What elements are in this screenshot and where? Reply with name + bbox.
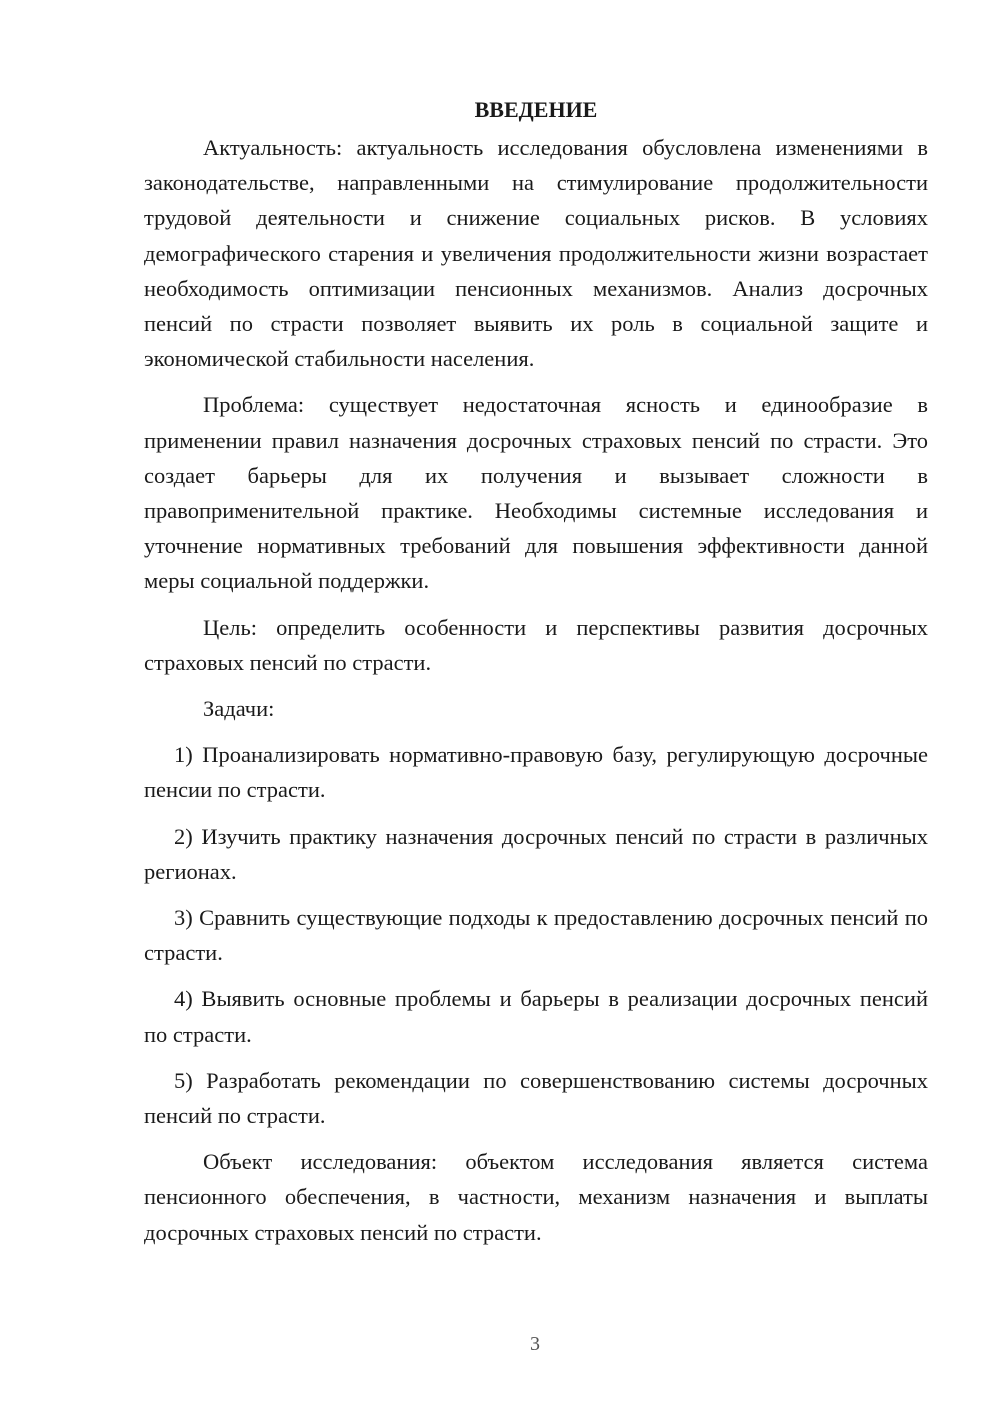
- task-item-1: 1) Проанализировать нормативно-правовую базу, регулирующую досрочные пенсии по страсти.: [144, 742, 928, 803]
- document-page: [144, 92, 928, 1250]
- paragraph-tasks-heading: Задачи:: [203, 696, 275, 722]
- paragraph-relevance: Актуальность: актуальность исследования обусловлена изменениями в законодательстве, направленными на стимулирование продолжительности трудовой деятельности и снижение социальных рисков. В условиях демографического старения и увеличения продолжительности жизни возрастает необходимость оптимизации пенсионных механизмов. Анализ досрочных пенсий по страсти позволяет выявить их роль в социальной защите и экономической стабильности населения.: [144, 135, 928, 372]
- task-item-5: 5) Разработать рекомендации по совершенствованию системы досрочных пенсий по страсти.: [144, 1067, 928, 1129]
- task-item-3: 3) Сравнить существующие подходы к предоставлению досрочных пенсий по страсти.: [144, 905, 928, 966]
- section-title: ВВЕДЕНИЕ: [474, 97, 598, 122]
- task-item-4: 4) Выявить основные проблемы и барьеры в реализации досрочных пенсий по страсти.: [144, 986, 928, 1047]
- paragraph-goal: Цель: определить особенности и перспективы развития досрочных страховых пенсий по страсти.: [144, 614, 928, 675]
- paragraph-problem: Проблема: существует недостаточная ясность и единообразие в применении правил назначения досрочных страховых пенсий по страсти. Это создает барьеры для их получения и вызывает сложности в правоприменительной практике. Необходимы системные исследования и уточнение нормативных требований для повышения эффективности данной меры социальной поддержки.: [144, 392, 928, 594]
- task-item-2: 2) Изучить практику назначения досрочных пенсий по страсти в различных регионах.: [144, 823, 928, 884]
- paragraph-object: Объект исследования: объектом исследования является система пенсионного обеспечения, в частности, механизм назначения и выплаты досрочных страховых пенсий по страсти.: [144, 1149, 928, 1245]
- page-number: 3: [530, 1333, 540, 1355]
